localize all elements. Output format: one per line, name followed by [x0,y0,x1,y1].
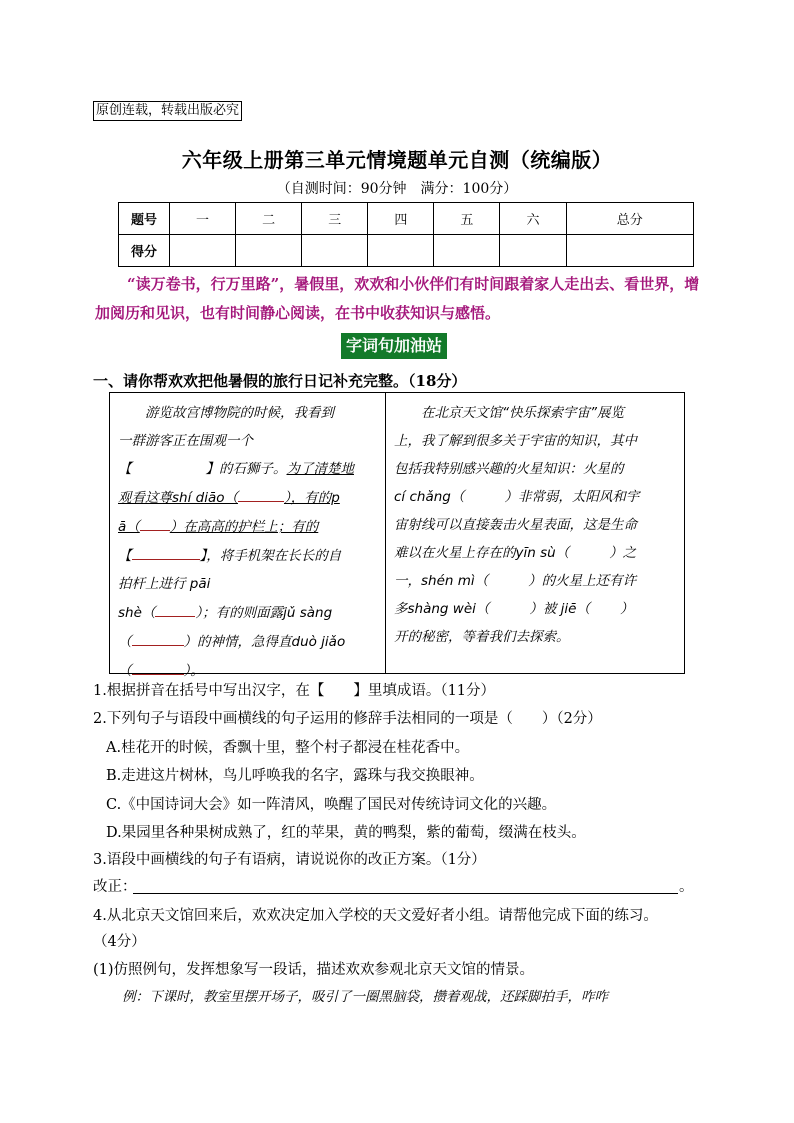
example-sentence: 例：下课时，教室里摆开场子，吸引了一圈黑脑袋，攒着观战，还踩脚拍手，咋咋 [122,989,608,1005]
text: 难以在火星上存在的yīn sù（ [394,545,570,561]
intro-paragraph: “读万卷书，行万里路”，暑假里，欢欢和小伙伴们有时间跟着家人走出去、看世界，增加阅历和见识，也有时间静心阅读，在书中收获知识与感悟。 [95,275,700,322]
text: ā（ [118,519,140,535]
table-cell: 得分 [119,235,170,267]
page-subtitle: （自测时间：90分钟 满分：100分） [276,181,518,197]
question-1-1: 1.根据拼音在括号中写出汉字，在【 】里填成语。（11分） [93,683,496,699]
text: ）；有的则面露jǔ sàng [195,605,333,621]
text: cí chǎng（ [394,489,465,505]
text: 在北京天文馆“快乐探索宇宙”展览 [421,405,624,421]
text: 一，shén mì（ [394,573,489,589]
question-1-2: 2.下列句子与语段中画横线的句子运用的修辞手法相同的一项是（ ）（2分） [93,711,602,727]
underlined-text: ）在高高的护栏上；有的 [169,519,319,535]
table-cell: 一 [170,203,236,235]
table-cell: 二 [236,203,302,235]
underlined-text: 为了清楚地 [286,461,354,477]
diary-line [118,512,379,541]
table-row [119,235,694,267]
diary-line [118,570,379,598]
diary-right-column [386,393,684,673]
answer-blank[interactable] [155,598,195,617]
text: 【 [118,548,132,564]
text: 上，我了解到很多关于宇宙的知识，其中 [394,433,637,449]
option-b[interactable]: B.走进这片树林，鸟儿呼唤我的名字，露珠与我交换眼神。 [106,768,484,784]
text: ）非常弱，太阳风和宇 [504,489,640,505]
text: shè（ [118,605,156,621]
score-cell[interactable] [170,235,236,267]
text: ）之 [609,545,637,561]
answer-blank[interactable] [132,541,200,560]
page-title: 六年级上册第三单元情境题单元自测（统编版） [181,148,613,172]
diary-line [394,567,678,595]
text: 【 [118,461,132,477]
table-row [119,203,694,235]
option-d[interactable]: D.果园里各种果树成熟了，红的苹果，黄的鸭梨，紫的葡萄，缀满在枝头。 [106,825,586,841]
text: 一群游客正在围观一个 [118,433,253,449]
text: 】的石狮子。 [205,461,287,477]
text: 宙射线可以直接轰击火星表面，这是生命 [394,517,637,533]
score-cell[interactable] [500,235,566,267]
correction-label: 改正： [93,879,137,895]
diary-line [118,541,379,570]
table-cell: 五 [434,203,500,235]
diary-box [109,392,685,679]
diary-line [118,455,379,483]
answer-blank[interactable] [132,656,184,675]
text: ）。 [183,663,204,679]
table-cell: 总分 [566,203,693,235]
text: ）被 jiē（ [529,601,590,617]
table-cell: 三 [302,203,368,235]
correction-end-mark: 。 [679,879,694,895]
text: 】，将手机架在长长的自 [199,548,342,564]
question-1-4-points: （4分） [93,934,146,950]
option-a[interactable]: A.桂花开的时候，香飘十里，整个村子都浸在桂花香中。 [106,740,470,756]
diary-line [394,511,678,539]
diary-line [394,595,678,623]
table-cell: 题号 [119,203,170,235]
answer-blank[interactable] [238,483,284,502]
score-table [118,202,694,267]
diary-line [118,483,379,512]
option-c[interactable]: C.《中国诗词大会》如一阵清风，唤醒了国民对传统诗词文化的兴趣。 [106,797,557,813]
text: 拍杆上进行 pāi [118,576,211,592]
score-cell[interactable] [368,235,434,267]
score-cell[interactable] [434,235,500,267]
question-1-4: 4.从北京天文馆回来后，欢欢决定加入学校的天文爱好者小组。请帮他完成下面的练习。 [93,908,658,924]
section-badge: 字词句加油站 [341,333,447,359]
text: 观看这尊shí diāo（ [118,490,238,506]
text: ）的火星上还有许 [528,573,637,589]
question-1-3: 3.语段中画横线的句子有语病，请说说你的改正方案。（1分） [93,852,486,868]
question-1-4-sub1: (1)仿照例句，发挥想象写一段话，描述欢欢参观北京天文馆的情景。 [93,962,535,978]
diary-line [394,539,678,567]
diary-line [394,455,678,483]
score-cell[interactable] [302,235,368,267]
copyright-stamp: 原创连载，转载出版必究 [93,101,242,121]
diary-line [118,598,379,627]
diary-line [394,623,678,651]
diary-line [118,427,379,455]
answer-blank[interactable] [140,512,170,531]
diary-line [118,627,379,656]
score-cell[interactable] [566,235,693,267]
text: 包括我特别感兴趣的火星知识：火星的 [394,461,624,477]
table-cell: 六 [500,203,566,235]
text: ），有的p [283,490,340,506]
table-cell: 四 [368,203,434,235]
correction-answer-line[interactable] [133,893,678,894]
diary-line [394,399,678,427]
diary-line [394,427,678,455]
text: 开的秘密，等着我们去探索。 [394,629,570,645]
diary-line [394,483,678,511]
text: ）的神情，急得直duò jiǎo [183,634,346,650]
question-1-heading: 一、请你帮欢欢把他暑假的旅行日记补充完整。（18分） [93,372,467,390]
score-cell[interactable] [236,235,302,267]
text: （ [118,634,132,650]
answer-blank[interactable] [132,627,184,646]
text: 多shàng wèi（ [394,601,490,617]
text: （ [118,663,132,679]
diary-line [118,399,379,427]
diary-left-column [110,393,386,679]
text: ） [620,601,634,617]
text: 游览故宫博物院的时候，我看到 [145,405,334,421]
